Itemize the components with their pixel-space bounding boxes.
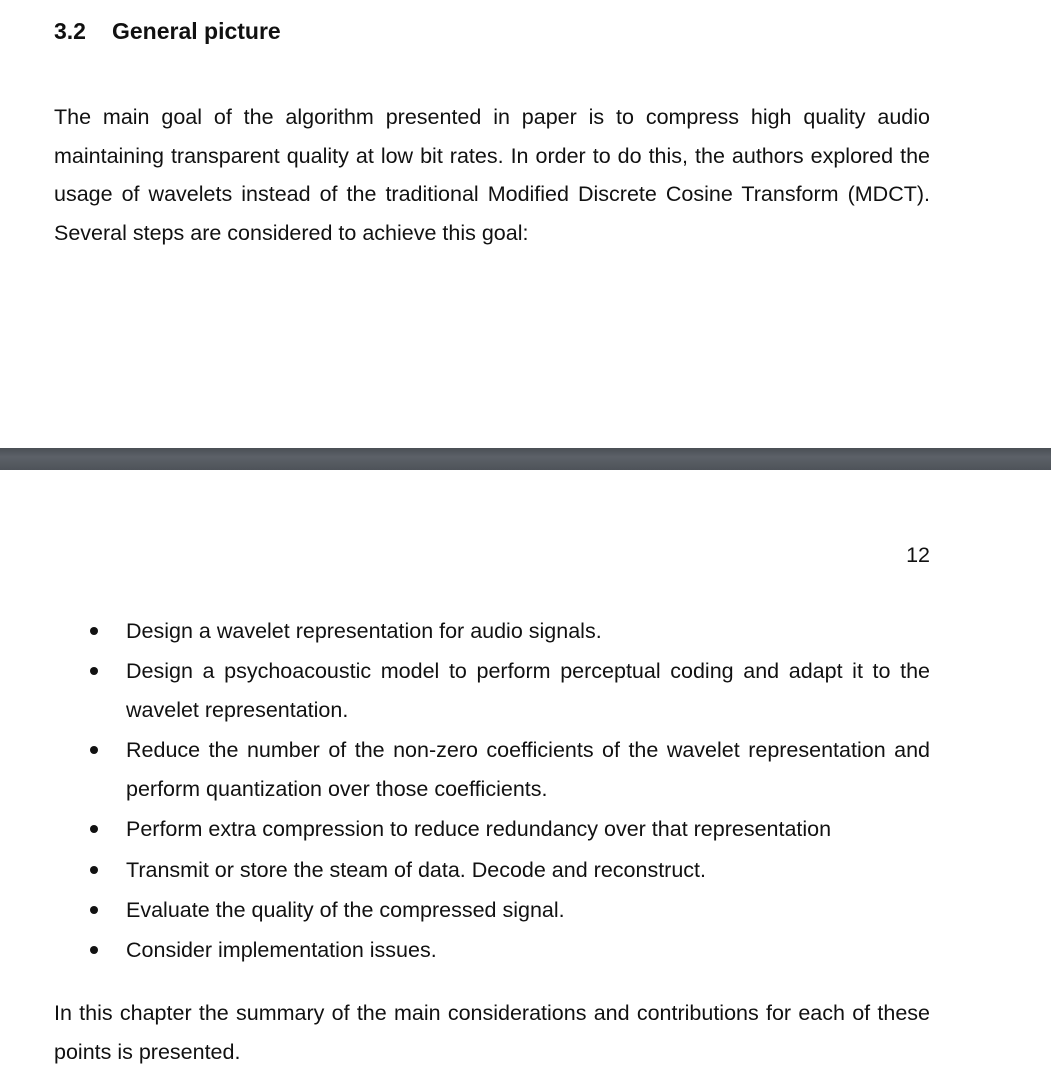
- bullet-icon: [90, 906, 98, 914]
- section-number: 3.2: [54, 18, 86, 44]
- intro-paragraph: The main goal of the algorithm presented in paper is to compress high quality audio maintaining transparent quality at low bit rates. In order to do this, the authors explored the usage of wavelets instead of the traditional Modified Discrete Cosine Transform (MDCT). Several steps are considered to achieve this goal:: [54, 105, 930, 246]
- list-item: [0, 652, 930, 729]
- closing-paragraph: In this chapter the summary of the main considerations and contributions for each of these points is presented.: [54, 1001, 930, 1064]
- list-item: [0, 931, 930, 970]
- list-item-text: Design a psychoacoustic model to perform perceptual coding and adapt it to the wavelet representation.: [126, 659, 930, 722]
- bullet-icon: [90, 627, 98, 635]
- bullet-icon: [90, 746, 98, 754]
- list-item: [0, 891, 930, 930]
- bullet-icon: [90, 825, 98, 833]
- list-item-text: Reduce the number of the non-zero coefficients of the wavelet representation and perform quantization over those coefficients.: [126, 738, 930, 801]
- page-top: [0, 0, 1051, 448]
- list-item-text: Transmit or store the steam of data. Decode and reconstruct.: [126, 857, 706, 882]
- steps-list: [0, 612, 1051, 971]
- bullet-icon: [90, 946, 98, 954]
- list-item-text: Perform extra compression to reduce redundancy over that representation: [126, 817, 832, 842]
- list-item-text: Consider implementation issues.: [126, 938, 437, 963]
- section-heading: [54, 18, 281, 45]
- list-item: [0, 810, 930, 849]
- page-separator: [0, 448, 1051, 470]
- list-item: [0, 731, 930, 808]
- page-number: 12: [906, 543, 930, 567]
- list-item-text: Design a wavelet representation for audio signals.: [126, 619, 602, 643]
- bullet-icon: [90, 667, 98, 675]
- section-title: General picture: [112, 18, 281, 44]
- list-item: [0, 612, 930, 651]
- bullet-icon: [90, 866, 98, 874]
- list-item: [0, 851, 930, 890]
- list-item-text: Evaluate the quality of the compressed signal.: [126, 897, 565, 922]
